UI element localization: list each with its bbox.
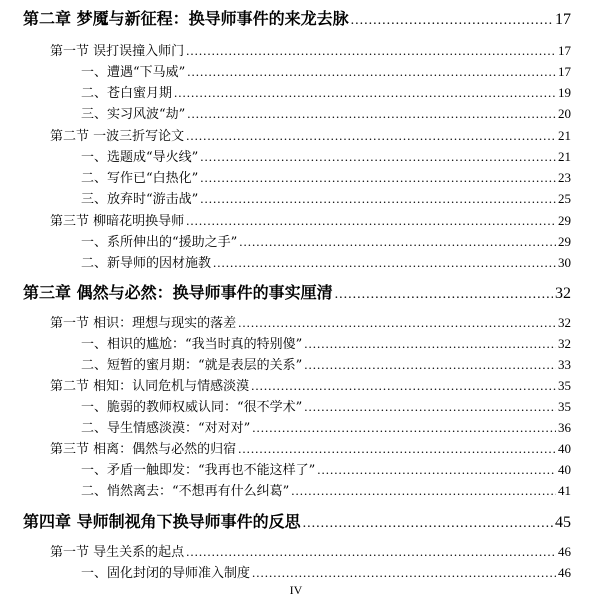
dot-leader [304, 357, 556, 373]
dot-leader [304, 399, 556, 415]
toc-page-number: 20 [558, 106, 571, 121]
toc-chapter [0, 6, 592, 29]
toc-page-number: 35 [558, 378, 571, 393]
dot-leader [239, 234, 556, 250]
dot-leader [303, 516, 553, 532]
toc-page-number: 46 [558, 565, 571, 580]
toc-title: 二、苍白蜜月期 [81, 86, 173, 101]
toc-page-number: 32 [558, 336, 571, 351]
toc-title: 第四章 导师制视角下换导师事件的反思 [23, 512, 301, 531]
toc-item [0, 417, 592, 436]
toc-page-number: 46 [558, 544, 571, 559]
toc-item [0, 252, 592, 271]
dot-leader [335, 287, 553, 303]
toc-title: 第三节 相离：偶然与必然的归宿 [50, 442, 237, 457]
toc-item [0, 333, 592, 352]
toc-title: 一、遭遇“下马威” [81, 65, 186, 80]
dot-leader [200, 191, 556, 207]
dot-leader [186, 544, 556, 560]
toc-page-number: 40 [558, 462, 571, 477]
toc-title: 一、脆弱的教师权威认同：“很不学术” [81, 400, 303, 415]
toc-page-number: 25 [558, 191, 571, 206]
dot-leader [200, 149, 556, 165]
dot-leader [238, 315, 556, 331]
dot-leader [174, 85, 556, 101]
toc-title: 第三章 偶然与必然：换导师事件的事实厘清 [23, 283, 333, 302]
toc-item [0, 188, 592, 207]
dot-leader [187, 64, 556, 80]
toc-page-number: 40 [558, 441, 571, 456]
toc-chapter [0, 509, 592, 532]
toc-section [0, 438, 592, 457]
toc-item [0, 61, 592, 80]
dot-leader [251, 378, 556, 394]
toc-page-number: 29 [558, 213, 571, 228]
toc-page-number: 32 [558, 315, 571, 330]
dot-leader [187, 106, 556, 122]
dot-leader [252, 420, 556, 436]
toc-chapter [0, 280, 592, 303]
toc-item [0, 167, 592, 186]
toc-title: 第一节 导生关系的起点 [50, 545, 185, 560]
dot-leader [351, 13, 553, 29]
toc-title: 一、系所伸出的“援助之手” [81, 235, 238, 250]
toc-title: 第三节 柳暗花明换导师 [50, 214, 185, 229]
toc-page-number: 17 [555, 11, 571, 28]
toc-item [0, 459, 592, 478]
toc-title: 一、固化封闭的导师准入制度 [81, 566, 251, 581]
toc-item [0, 146, 592, 165]
toc-page-number: 35 [558, 399, 571, 414]
toc-section [0, 125, 592, 144]
toc-title: 三、实习风波“劫” [81, 107, 186, 122]
toc-title: 第一节 相识：理想与现实的落差 [50, 316, 237, 331]
toc-page-number: 19 [558, 85, 571, 100]
toc-page-number: 30 [558, 255, 571, 270]
toc-page-number: 23 [558, 170, 571, 185]
toc-title: 一、选题成“导火线” [81, 150, 199, 165]
toc-item [0, 354, 592, 373]
toc-page-number: 21 [558, 149, 571, 164]
toc-item [0, 103, 592, 122]
toc-item [0, 82, 592, 101]
dot-leader [200, 170, 556, 186]
dot-leader [291, 483, 556, 499]
toc-page-number: 17 [558, 43, 571, 58]
toc-title: 二、导生情感淡漠：“对对对” [81, 421, 251, 436]
toc-title: 二、新导师的因材施教 [81, 256, 212, 271]
toc-section [0, 312, 592, 331]
dot-leader [186, 128, 556, 144]
toc-section [0, 375, 592, 394]
toc-page-number: 17 [558, 64, 571, 79]
toc-page-number: 33 [558, 357, 571, 372]
toc-title: 二、写作已“白热化” [81, 171, 199, 186]
toc-title: 第二节 相知：认同危机与情感淡漠 [50, 379, 250, 394]
page-number: IV [289, 583, 303, 597]
toc-item [0, 396, 592, 415]
toc-section [0, 210, 592, 229]
dot-leader [238, 441, 556, 457]
toc-item [0, 480, 592, 499]
toc-title: 一、矛盾一触即发：“我再也不能这样了” [81, 463, 316, 478]
toc-page-number: 45 [555, 514, 571, 531]
toc-section [0, 40, 592, 59]
toc-title: 一、相识的尴尬：“我当时真的特别傻” [81, 337, 303, 352]
dot-leader [186, 43, 556, 59]
toc-page-number: 29 [558, 234, 571, 249]
toc-title: 第一节 误打误撞入师门 [50, 44, 185, 59]
toc-section [0, 541, 592, 560]
dot-leader [317, 462, 556, 478]
toc-title: 三、放弃时“游击战” [81, 192, 199, 207]
toc-page-number: 32 [555, 285, 571, 302]
toc-title: 二、悄然离去：“不想再有什么纠葛” [81, 484, 290, 499]
dot-leader [304, 336, 556, 352]
toc-item [0, 231, 592, 250]
toc-title: 二、短暂的蜜月期：“就是表层的关系” [81, 358, 303, 373]
dot-leader [213, 255, 556, 271]
toc-title: 第二章 梦魇与新征程：换导师事件的来龙去脉 [23, 9, 349, 28]
toc-page-number: 36 [558, 420, 571, 435]
dot-leader [186, 213, 556, 229]
toc-title: 第二节 一波三折写论文 [50, 129, 185, 144]
toc-page-number: 21 [558, 128, 571, 143]
toc-item [0, 562, 592, 581]
toc-page-number: 41 [558, 483, 571, 498]
dot-leader [252, 565, 556, 581]
